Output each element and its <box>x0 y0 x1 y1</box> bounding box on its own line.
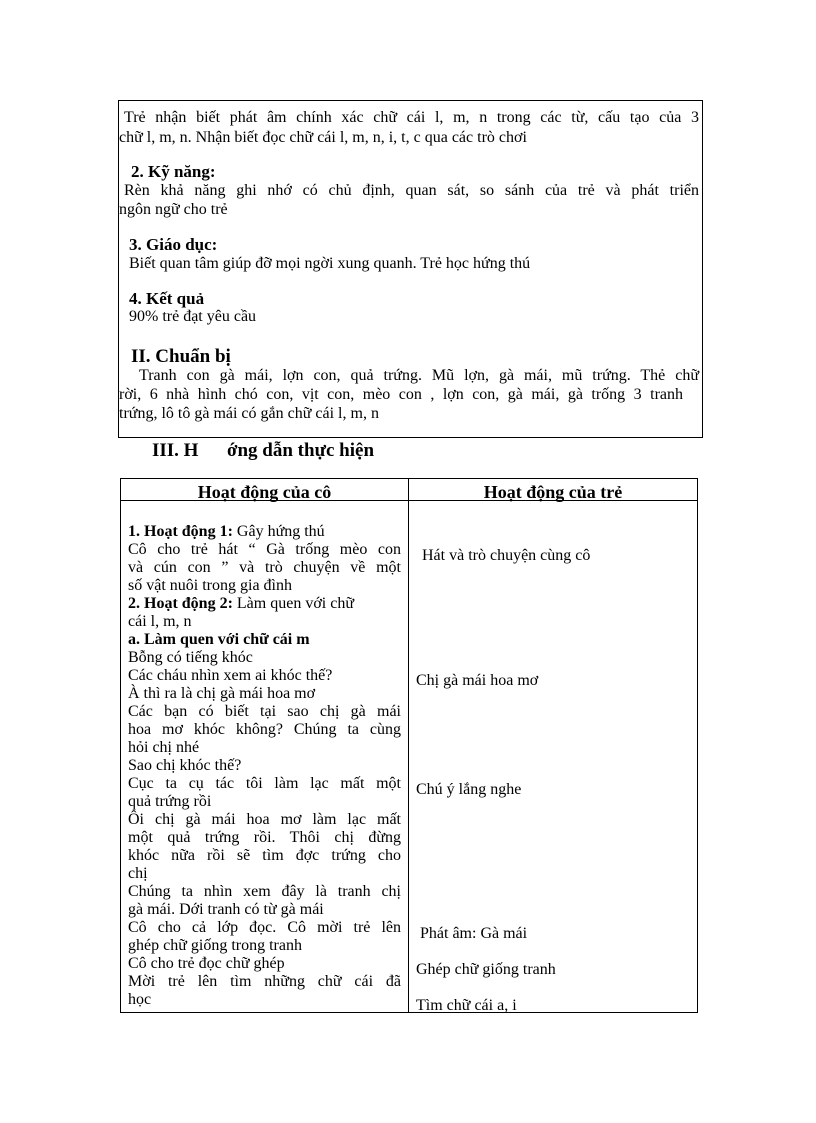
knowledge-text-line-2: chữ l, m, n. Nhận biết đọc chữ cái l, m, n, i, t, c qua các trò chơi <box>119 129 527 146</box>
preparation-text-line-2: rời, 6 nhà hình chó con, vịt con, mèo con , lợn con, gà mái, gà trống 3 tranh <box>119 386 683 403</box>
result-heading: 4. Kết quả <box>129 289 205 308</box>
child-response: Tìm chữ cái a, i <box>416 997 517 1014</box>
teacher-line: quả trứng rồi <box>128 793 212 810</box>
activity-2-label: 2. Hoạt động 2: <box>128 595 233 612</box>
teacher-line: À thì ra là chị gà mái hoa mơ <box>128 685 316 702</box>
teacher-line: cái l, m, n <box>128 613 192 630</box>
preparation-text-line-1: Tranh con gà mái, lợn con, quả trứng. Mũ lợn, gà mái, mũ trứng. Thẻ chữ <box>139 367 699 384</box>
teacher-line: ghép chữ giống trong tranh <box>128 937 302 954</box>
teacher-line: gà mái. Dới tranh có từ gà mái <box>128 901 324 918</box>
child-response: Chị gà mái hoa mơ <box>416 672 539 689</box>
teacher-line: Cục ta cụ tác tôi làm lạc mất một <box>128 775 401 792</box>
teacher-line: và cún con ” và trò chuyện về một <box>128 559 401 576</box>
teacher-line: Ôi chị gà mái hoa mơ làm lạc mất <box>128 811 401 828</box>
teacher-line: một quả trứng rồi. Thôi chị đừng <box>128 829 401 846</box>
objectives-box <box>118 100 703 438</box>
column-divider <box>408 479 409 1012</box>
activity-2-line <box>128 595 354 613</box>
teacher-line: khóc nữa rồi sẽ tìm đợc trứng cho <box>128 847 401 864</box>
teacher-line: học <box>128 991 152 1008</box>
preparation-text-line-3: trứng, lô tô gà mái có gắn chữ cái l, m, n <box>119 405 379 422</box>
activity-table <box>120 478 698 1013</box>
child-response: Hát và trò chuyện cùng cô <box>422 547 591 564</box>
education-text: Biết quan tâm giúp đỡ mọi ngời xung quanh. Trẻ học hứng thú <box>129 255 531 272</box>
activity-1-line <box>128 523 325 541</box>
education-heading: 3. Giáo dục: <box>129 235 218 254</box>
header-child: Hoạt động của trẻ <box>483 482 623 502</box>
teacher-line: Các bạn có biết tại sao chị gà mái <box>128 703 401 720</box>
skills-text-line-1: Rèn khả năng ghi nhớ có chủ định, quan sát, so sánh của trẻ và phát triển <box>124 182 699 199</box>
teacher-line: hoa mơ khóc không? Chúng ta cùng <box>128 721 401 738</box>
child-response: Ghép chữ giống tranh <box>416 961 556 978</box>
teacher-line: Bỗng có tiếng khóc <box>128 649 253 666</box>
teacher-line: số vật nuôi trong gia đình <box>128 577 292 594</box>
teacher-line: Mời trẻ lên tìm những chữ cái đã <box>128 973 401 990</box>
activity-1-text: Gây hứng thú <box>232 523 325 540</box>
knowledge-text-line-1: Trẻ nhận biết phát âm chính xác chữ cái l, m, n trong các từ, cấu tạo của 3 <box>124 109 699 126</box>
teacher-line: Các cháu nhìn xem ai khóc thế? <box>128 667 333 684</box>
activity-1-label: 1. Hoạt động 1: <box>128 523 233 540</box>
skills-heading: 2. Kỹ năng: <box>131 162 216 181</box>
teacher-line: Cô cho cả lớp đọc. Cô mời trẻ lên <box>128 919 401 936</box>
child-response: Chú ý lắng nghe <box>416 781 522 798</box>
preparation-heading: II. Chuẩn bị <box>131 346 231 367</box>
header-teacher: Hoạt động của cô <box>197 482 332 502</box>
teacher-line: Cô cho trẻ đọc chữ ghép <box>128 955 285 972</box>
teacher-line: Sao chị khóc thế? <box>128 757 242 774</box>
skills-text-line-2: ngôn ngữ cho trẻ <box>119 201 228 218</box>
teacher-line: hỏi chị nhé <box>128 739 200 756</box>
activity-2-text: Làm quen với chữ <box>232 595 355 612</box>
teacher-line: Chúng ta nhìn xem đây là tranh chị <box>128 883 401 900</box>
child-response: Phát âm: Gà mái <box>420 925 528 942</box>
sub-heading-a: a. Làm quen với chữ cái m <box>128 631 310 648</box>
teacher-line: Cô cho trẻ hát “ Gà trống mèo con <box>128 541 401 558</box>
teacher-line: chị <box>128 865 148 882</box>
guide-heading: III. H ớng dẫn thực hiện <box>152 440 375 461</box>
result-text: 90% trẻ đạt yêu cầu <box>129 308 257 325</box>
